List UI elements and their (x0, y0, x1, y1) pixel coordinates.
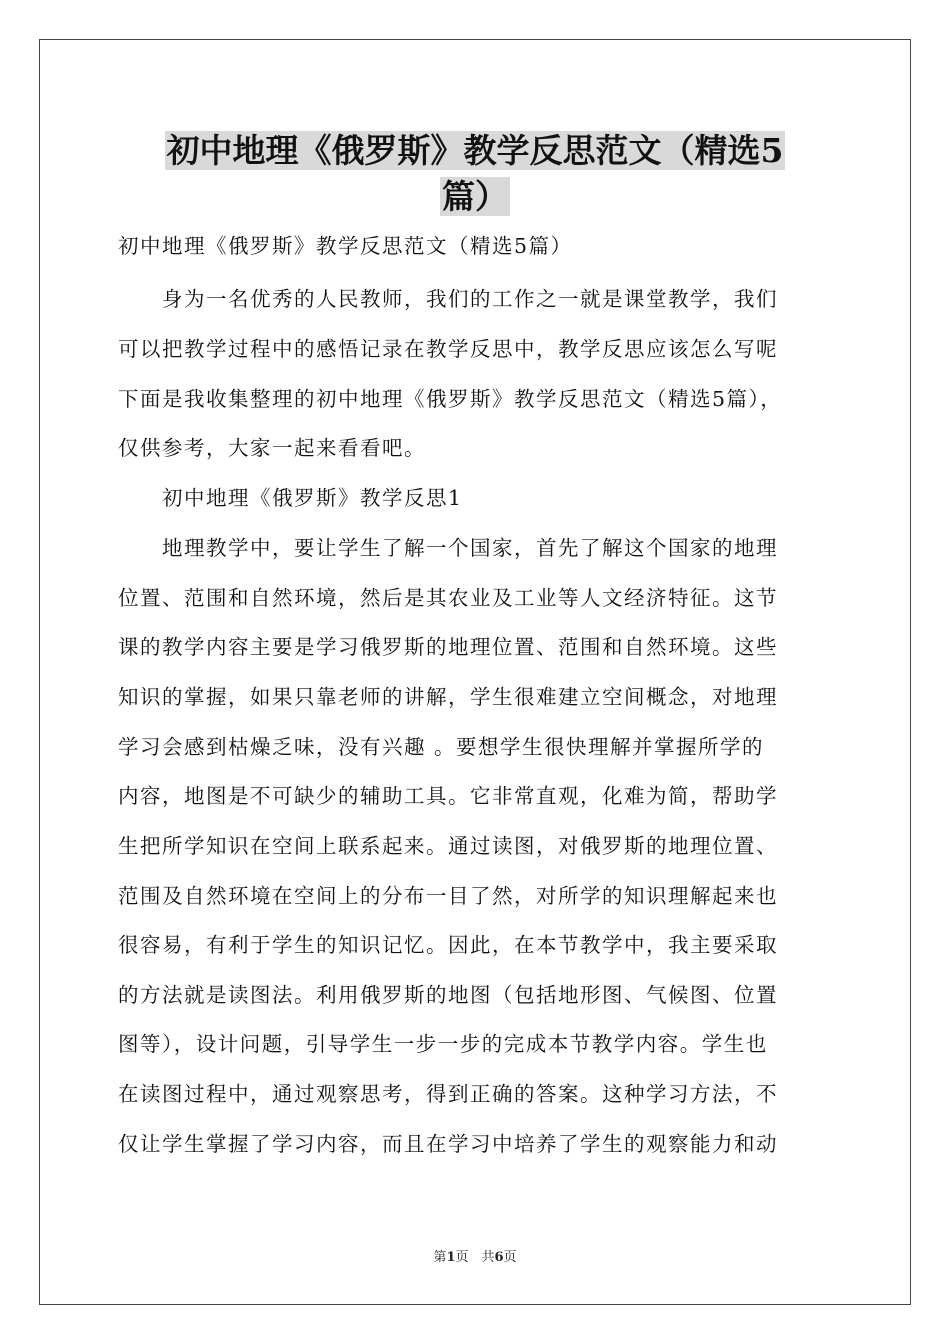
text-line: 内容，地图是不可缺少的辅助工具。它非常直观，化难为简，帮助学 (118, 784, 778, 808)
text-line: 学习会感到枯燥乏味，没有兴趣 。要想学生很快理解并掌握所学的 (118, 735, 765, 759)
text-line: 的方法就是读图法。利用俄罗斯的地图（包括地形图、气候图、位置 (118, 983, 778, 1007)
text-line: 图等），设计问题，引导学生一步一步的完成本节教学内容。学生也 (118, 1032, 768, 1056)
text-line: 初中地理《俄罗斯》教学反思范文（精选5篇） (118, 234, 573, 258)
text-line: 生把所学知识在空间上联系起来。通过读图，对俄罗斯的地理位置、 (118, 834, 778, 858)
text-line: 仅让学生掌握了学习内容，而且在学习中培养了学生的观察能力和动 (118, 1132, 778, 1156)
page-border (39, 39, 911, 1305)
page-footer: 第1页 共6页 (433, 1250, 517, 1265)
document-title-line-2: 篇） (442, 177, 508, 216)
text-line: 课的教学内容主要是学习俄罗斯的地理位置、范围和自然环境。这些 (118, 635, 778, 659)
text-line: 知识的掌握，如果只靠老师的讲解，学生很难建立空间概念，对地理 (118, 685, 778, 709)
text-line: 仅供参考，大家一起来看看吧。 (118, 436, 426, 460)
text-line: 范围及自然环境在空间上的分布一目了然，对所学的知识理解起来也 (118, 884, 778, 908)
text-line: 身为一名优秀的人民教师，我们的工作之一就是课堂教学，我们 (118, 287, 778, 311)
document-title-line-1: 初中地理《俄罗斯》教学反思范文（精选5 (166, 131, 784, 170)
text-line: 可以把教学过程中的感悟记录在教学反思中，教学反思应该怎么写呢 (118, 337, 778, 361)
text-line: 下面是我收集整理的初中地理《俄罗斯》教学反思范文（精选5篇）， (118, 387, 783, 411)
text-line: 地理教学中，要让学生了解一个国家，首先了解这个国家的地理 (118, 536, 778, 560)
text-line: 在读图过程中，通过观察思考，得到正确的答案。这种学习方法，不 (118, 1082, 778, 1106)
text-line: 初中地理《俄罗斯》教学反思1 (118, 486, 463, 510)
text-line: 很容易，有利于学生的知识记忆。因此，在本节教学中，我主要采取 (118, 933, 778, 957)
text-line: 位置、范围和自然环境，然后是其农业及工业等人文经济特征。这节 (118, 586, 778, 610)
